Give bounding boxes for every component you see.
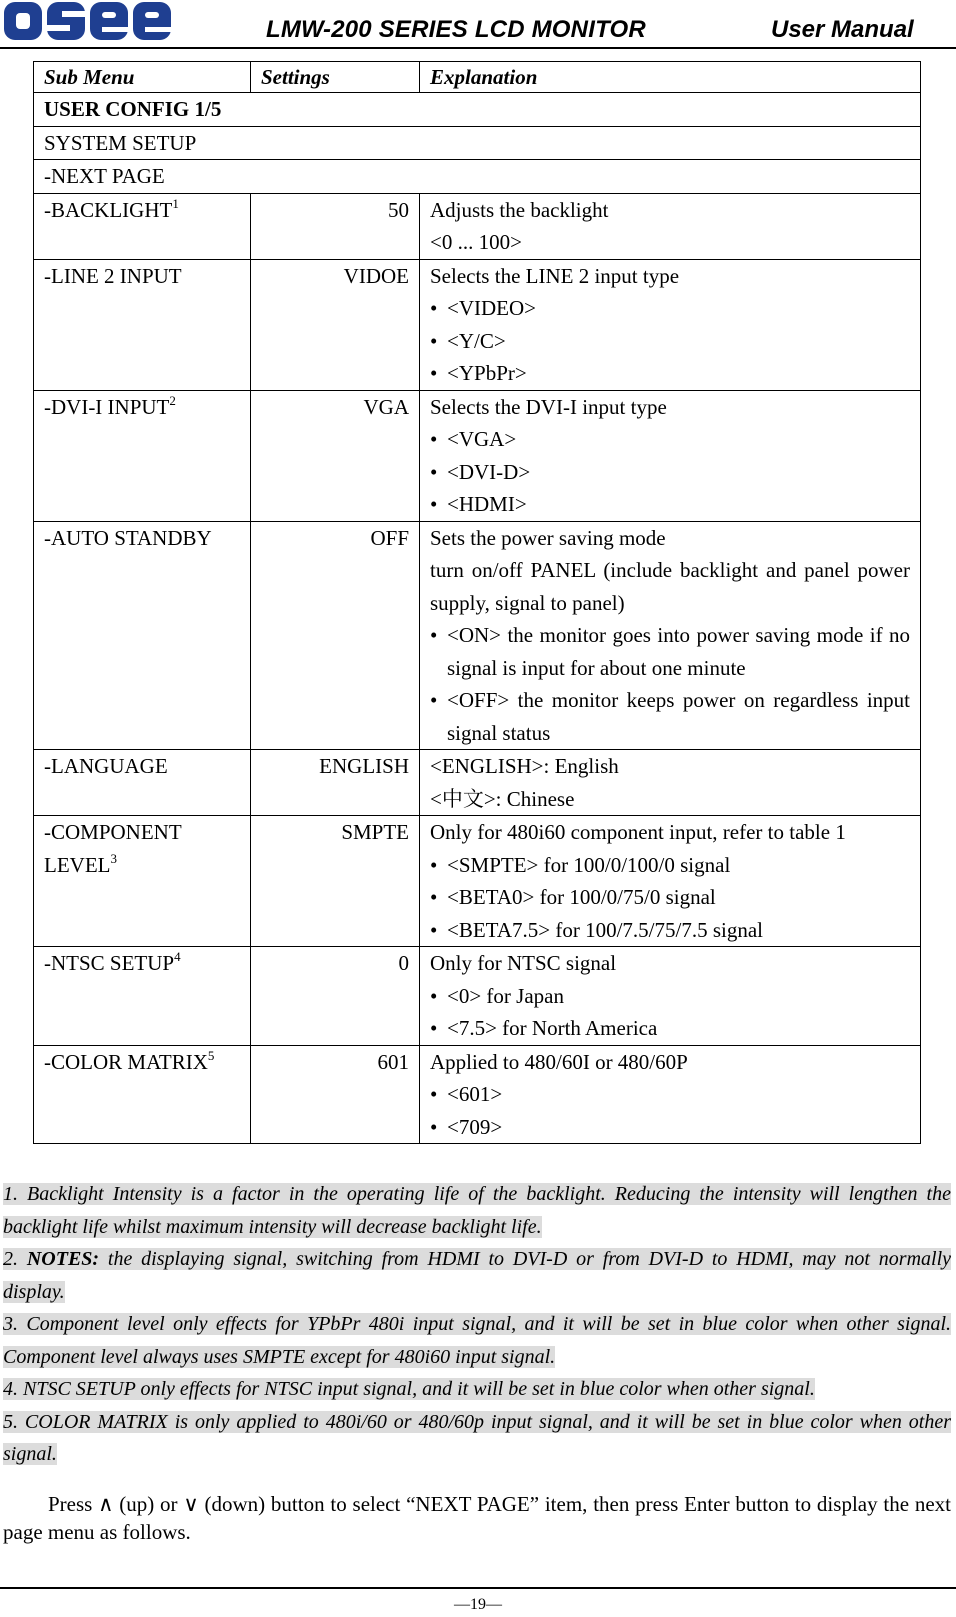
- option-bullet: • <0> for Japan: [430, 980, 910, 1013]
- setting-value: 0: [251, 947, 420, 1046]
- option-bullet: • <BETA0> for 100/0/75/0 signal: [430, 881, 910, 914]
- explanation-line: Adjusts the backlight: [430, 197, 609, 222]
- submenu-cell: [34, 947, 251, 1046]
- option-bullet: • <VGA>: [430, 423, 910, 456]
- submenu-cell: [34, 816, 251, 947]
- column-header-settings: Settings: [251, 62, 420, 93]
- footnote-1: 1. Backlight Intensity is a factor in the operating life of the backlight. Reducing the intensity will lengthen the backlight life whilst maximum intensity will decrease backlight life.: [3, 1183, 951, 1238]
- manual-label: User Manual: [771, 16, 914, 43]
- table-row: [34, 750, 921, 816]
- option-bullet: • <Y/C>: [430, 325, 910, 358]
- explanation-cell: [420, 259, 921, 390]
- table-row: [34, 521, 921, 750]
- footer-divider: [0, 1587, 956, 1589]
- option-bullet: • <ON> the monitor goes into power saving mode if no signal is input for about one minute: [430, 619, 910, 684]
- table-header-row: [34, 62, 921, 93]
- footnote-3: 3. Component level only effects for YPbPr 480i input signal, and it will be set in blue color when other signal. Component level always uses SMPTE except for 480i60 input signal.: [3, 1313, 951, 1368]
- explanation-line: <中文>: Chinese: [430, 786, 575, 811]
- explanation-line: Applied to 480/60I or 480/60P: [430, 1049, 688, 1074]
- submenu-name: -NTSC SETUP: [44, 951, 175, 975]
- explanation-line: Only for NTSC signal: [430, 951, 617, 975]
- setting-value: SMPTE: [251, 816, 420, 947]
- submenu-name: -LANGUAGE: [44, 754, 168, 778]
- submenu-cell: [34, 1045, 251, 1144]
- explanation-cell: [420, 816, 921, 947]
- option-bullet: • <601>: [430, 1078, 910, 1111]
- osee-logo: [2, 0, 174, 42]
- explanation-line: Only for 480i60 component input, refer to table 1: [430, 820, 846, 844]
- footnote-ref: 5: [207, 1047, 215, 1063]
- section-user-config: USER CONFIG 1/5: [34, 93, 921, 127]
- submenu-cell: [34, 193, 251, 259]
- option-bullet: • <709>: [430, 1111, 910, 1144]
- explanation-cell: [420, 390, 921, 521]
- footnote-4: 4. NTSC SETUP only effects for NTSC input signal, and it will be set in blue color when other signal.: [3, 1378, 815, 1400]
- footnote-ref: 3: [110, 850, 117, 866]
- explanation-line: turn on/off PANEL (include backlight and panel power supply, signal to panel): [430, 558, 910, 615]
- submenu-cell: [34, 521, 251, 750]
- setting-value: 50: [251, 193, 420, 259]
- submenu-name: -BACKLIGHT: [44, 197, 173, 222]
- explanation-cell: [420, 193, 921, 259]
- footnotes: [3, 1178, 951, 1471]
- submenu-name: -COLOR MATRIX: [44, 1049, 208, 1074]
- table-row: [34, 259, 921, 390]
- explanation-cell: [420, 750, 921, 816]
- table-row: [34, 947, 921, 1046]
- page-header: [0, 0, 956, 50]
- header-divider: [0, 47, 956, 49]
- explanation-line: <0 ... 100>: [430, 230, 522, 254]
- section-row: [34, 93, 921, 127]
- setting-value: ENGLISH: [251, 750, 420, 816]
- settings-table: [33, 61, 921, 1144]
- submenu-cell: [34, 750, 251, 816]
- option-bullet: • <OFF> the monitor keeps power on regardless input signal status: [430, 684, 910, 749]
- notes-label: NOTES:: [26, 1248, 100, 1270]
- instruction-paragraph: Press ∧ (up) or ∨ (down) button to select “NEXT PAGE” item, then press Enter button to display the next page menu as follows.: [3, 1492, 951, 1544]
- section-row: [34, 160, 921, 194]
- submenu-name: -COMPONENT LEVEL: [44, 820, 182, 877]
- submenu-cell: [34, 390, 251, 521]
- submenu-cell: [34, 259, 251, 390]
- footnote-2: 2. NOTES: the displaying signal, switching from HDMI to DVI-D or from DVI-D to HDMI, may not normally display.: [3, 1248, 952, 1303]
- submenu-name: -DVI-I INPUT: [44, 394, 170, 419]
- option-bullet: • <DVI-D>: [430, 456, 910, 489]
- explanation-cell: [420, 1045, 921, 1144]
- explanation-line: Selects the DVI-I input type: [430, 394, 667, 419]
- explanation-line: <ENGLISH>: English: [430, 754, 619, 778]
- table-row: [34, 816, 921, 947]
- explanation-cell: [420, 947, 921, 1046]
- submenu-name: -AUTO STANDBY: [44, 525, 212, 550]
- setting-value: OFF: [251, 521, 420, 750]
- explanation-cell: [420, 521, 921, 750]
- setting-value: VGA: [251, 390, 420, 521]
- option-bullet: • <7.5> for North America: [430, 1012, 910, 1045]
- footnote-ref: 4: [174, 949, 181, 964]
- section-row: [34, 126, 921, 160]
- section-system-setup: SYSTEM SETUP: [34, 126, 921, 160]
- table-row: [34, 1045, 921, 1144]
- option-bullet: • <SMPTE> for 100/0/100/0 signal: [430, 849, 910, 882]
- footnote-ref: 1: [172, 195, 179, 211]
- section-next-page: -NEXT PAGE: [34, 160, 921, 194]
- table-row: [34, 193, 921, 259]
- explanation-line: Selects the LINE 2 input type: [430, 263, 680, 288]
- document-title: LMW-200 SERIES LCD MONITOR: [266, 16, 646, 43]
- footnote-5: 5. COLOR MATRIX is only applied to 480i/60 or 480/60p input signal, and it will be set in blue color when other signal.: [3, 1410, 951, 1465]
- column-header-explanation: Explanation: [420, 62, 921, 93]
- explanation-line: Sets the power saving mode: [430, 525, 666, 550]
- setting-value: 601: [251, 1045, 420, 1144]
- option-bullet: • <HDMI>: [430, 488, 910, 521]
- table-body: [34, 193, 921, 1144]
- table-row: [34, 390, 921, 521]
- footnote-ref: 2: [169, 392, 176, 408]
- setting-value: VIDOE: [251, 259, 420, 390]
- column-header-submenu: Sub Menu: [34, 62, 251, 93]
- option-bullet: • <VIDEO>: [430, 292, 910, 325]
- option-bullet: • <BETA7.5> for 100/7.5/75/7.5 signal: [430, 914, 910, 947]
- submenu-name: -LINE 2 INPUT: [44, 263, 182, 288]
- option-bullet: • <YPbPr>: [430, 357, 910, 390]
- page-number: —19—: [454, 1596, 502, 1613]
